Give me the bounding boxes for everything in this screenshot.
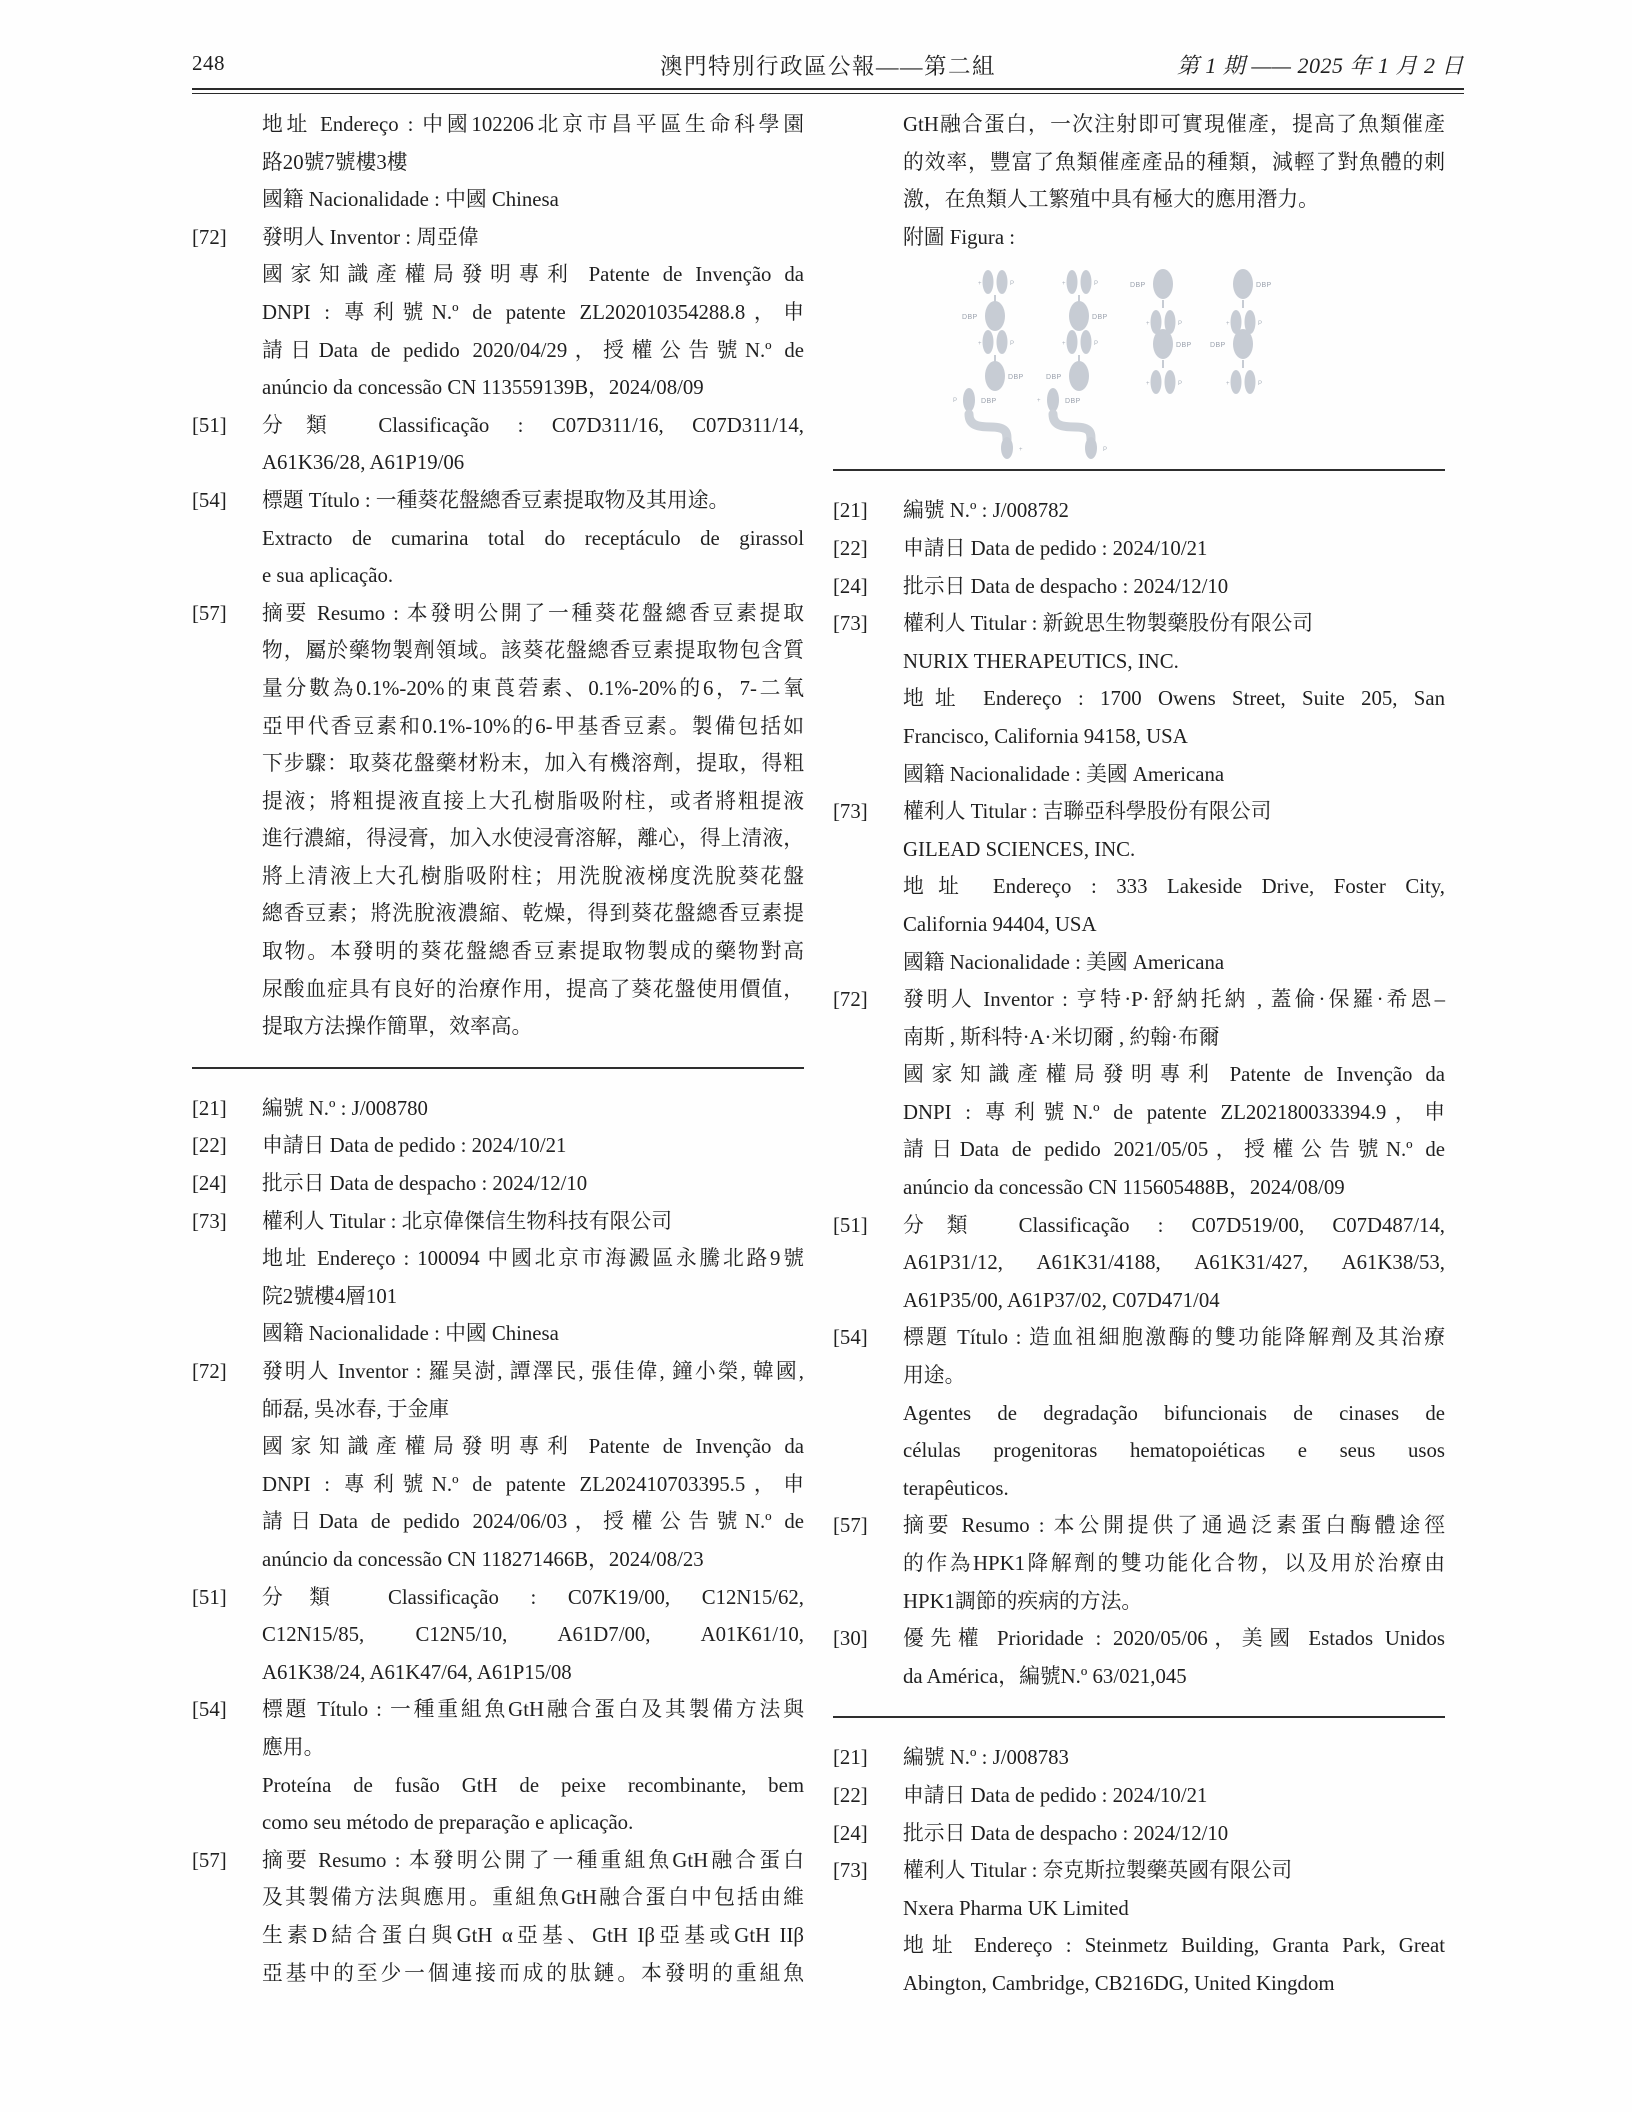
issue-date: 第 1 期 —— 2025 年 1 月 2 日 <box>1176 53 1464 78</box>
inid-code: [72] <box>192 225 227 249</box>
text-line: 國家知識產權局發明專利 Patente de Invenção da <box>262 263 804 287</box>
svg-text:+: + <box>978 341 982 348</box>
svg-text:DBP: DBP <box>1176 342 1192 350</box>
inid-code: [73] <box>833 800 868 824</box>
text-line: 申請日 Data de pedido : 2024/10/21 <box>903 1783 1208 1807</box>
text-line: A61P35/00, A61P37/02, C07D471/04 <box>903 1288 1220 1312</box>
svg-text:P: P <box>1178 321 1183 328</box>
svg-text:+: + <box>1062 341 1066 348</box>
text-line: 批示日 Data de despacho : 2024/12/10 <box>262 1172 588 1196</box>
text-line: 權利人 Titular : 奈克斯拉製藥英國有限公司 <box>903 1859 1293 1883</box>
patent-entry-block <box>192 1353 804 1579</box>
patent-entry-block <box>833 492 1445 530</box>
inid-code: [24] <box>833 574 868 598</box>
protein-diagram <box>1146 329 1192 394</box>
text-line: Agentes de degradação bifuncionais de cinases de <box>903 1401 1445 1425</box>
protein-diagram <box>1062 270 1108 331</box>
svg-text:DBP: DBP <box>1008 374 1024 382</box>
text-line: 總香豆素；將洗脫液濃縮、乾燥，得到葵花盤總香豆素提 <box>262 902 804 926</box>
text-line: Extracto de cumarina total do receptáculo de girassol <box>262 526 804 550</box>
inid-code: [24] <box>833 1821 868 1845</box>
text-line: 分類 Classificação : C07K19/00, C12N15/62, <box>262 1585 804 1609</box>
inid-code: [21] <box>192 1096 227 1120</box>
inid-code: [22] <box>833 536 868 560</box>
patent-entry-block <box>192 1127 804 1165</box>
patent-entry-block <box>192 1842 804 1992</box>
inid-code: [22] <box>833 1783 868 1807</box>
text-line: 生素D結合蛋白與GtH α亞基、GtH Iβ亞基或GtH IIβ <box>262 1923 804 1947</box>
text-line: 量分數為0.1%-20%的東莨菪素、0.1%-20%的6，7-二氧 <box>262 676 804 700</box>
text-line: 摘要 Resumo : 本發明公開了一種葵花盤總香豆素提取 <box>262 601 804 625</box>
text-line: 地址 Endereço : 333 Lakeside Drive, Foster City, <box>903 875 1445 899</box>
text-line: 權利人 Titular : 新銳思生物製藥股份有限公司 <box>903 612 1313 636</box>
svg-text:DBP: DBP <box>1210 342 1226 350</box>
text-line: 地址 Endereço : 中國102206北京市昌平區生命科學園 <box>262 113 804 136</box>
text-line: 分類 Classificação : C07D311/16, C07D311/14, <box>262 413 804 437</box>
text-line: 國籍 Nacionalidade : 美國 Americana <box>903 762 1225 786</box>
patent-entry-block <box>192 106 804 219</box>
text-line: 申請日 Data de pedido : 2024/10/21 <box>903 536 1208 560</box>
text-line: 編號 N.º : J/008782 <box>903 499 1069 523</box>
text-line: Abington, Cambridge, CB216DG, United Kingdom <box>903 1971 1335 1995</box>
svg-text:DBP: DBP <box>1046 374 1062 382</box>
text-line: GILEAD SCIENCES, INC. <box>903 837 1136 861</box>
protein-schematic-grid <box>945 262 1281 454</box>
protein-diagram <box>953 388 1023 459</box>
text-line: 南斯 , 斯科特·A·米切爾 , 約翰·布爾 <box>903 1025 1220 1049</box>
text-line: 下步驟：取葵花盤藥材粉末，加入有機溶劑，提取，得粗 <box>262 752 804 776</box>
protein-diagram <box>1226 269 1272 334</box>
text-line: Francisco, California 94158, USA <box>903 724 1188 748</box>
inid-code: [72] <box>192 1360 227 1383</box>
text-line: DNPI : 專利號N.º de patente ZL202410703395.5，申 <box>262 1472 804 1496</box>
patent-entry-block <box>833 605 1445 793</box>
text-line: California 94404, USA <box>903 912 1097 936</box>
text-line: 的效率，豐富了魚類催產產品的種類，減輕了對魚體的刺 <box>903 150 1445 174</box>
text-line: 標題 Título : 一種葵花盤總香豆素提取物及其用途。 <box>262 488 730 512</box>
text-line: A61P31/12, A61K31/4188, A61K31/427, A61K38/53, <box>903 1251 1445 1275</box>
text-line: 院2號樓4層101 <box>262 1284 398 1308</box>
text-line: DNPI : 專利號N.º de patente ZL202010354288.8，申 <box>262 300 804 324</box>
text-line: DNPI : 專利號N.º de patente ZL202180033394.9，申 <box>903 1100 1445 1124</box>
text-line: 發明人 Inventor : 周亞偉 <box>262 225 479 249</box>
text-line: 編號 N.º : J/008780 <box>262 1096 428 1120</box>
svg-text:P: P <box>1094 341 1099 348</box>
entry-divider <box>192 1067 804 1069</box>
patent-entry-block <box>192 219 804 407</box>
text-line: 權利人 Titular : 吉聯亞科學股份有限公司 <box>903 800 1272 824</box>
text-line: 國籍 Nacionalidade : 美國 Americana <box>903 950 1225 974</box>
patent-entry-block <box>192 482 804 595</box>
inid-code: [51] <box>833 1213 868 1237</box>
svg-text:+: + <box>1019 447 1023 454</box>
text-line: 地址 Endereço : 1700 Owens Street, Suite 205, San <box>903 687 1445 711</box>
text-line: terapêuticos. <box>903 1476 1009 1500</box>
text-line: Proteína de fusão GtH de peixe recombinante, bem <box>262 1773 804 1797</box>
protein-diagram <box>962 270 1014 331</box>
text-line: anúncio da concessão CN 115605488B，2024/08/09 <box>903 1176 1345 1200</box>
patent-entry-block <box>192 1090 804 1128</box>
inid-code: [57] <box>192 601 227 625</box>
svg-text:DBP: DBP <box>1130 282 1146 290</box>
svg-text:P: P <box>1178 381 1183 388</box>
text-line: 請日Data de pedido 2024/06/03，授權公告號N.º de <box>262 1510 804 1534</box>
inid-code: [57] <box>833 1514 868 1538</box>
text-line: 進行濃縮，得浸膏，加入水使浸膏溶解，離心，得上清液， <box>262 827 804 851</box>
text-line: células progenitoras hematopoiéticas e seus usos <box>903 1439 1445 1463</box>
svg-text:P: P <box>1258 321 1263 328</box>
inid-code: [72] <box>833 988 868 1012</box>
svg-text:+: + <box>978 281 982 288</box>
entry-divider <box>833 1716 1445 1718</box>
text-line: 師磊, 吳冰春, 于金庫 <box>262 1397 450 1421</box>
inid-code: [51] <box>192 413 227 437</box>
text-line: HPK1調節的疾病的方法。 <box>903 1589 1143 1613</box>
text-line: A61K36/28, A61P19/06 <box>262 451 465 475</box>
text-line: da América，編號N.º 63/021,045 <box>903 1664 1187 1688</box>
text-line: 激，在魚類人工繁殖中具有極大的應用潛力。 <box>903 188 1319 212</box>
text-line: 提取方法操作簡單，效率高。 <box>262 1015 533 1039</box>
svg-text:P: P <box>1258 381 1263 388</box>
right-column <box>833 106 1445 2003</box>
patent-entry-block <box>192 1165 804 1203</box>
patent-entry-block <box>833 1852 1445 2002</box>
inid-code: [57] <box>192 1848 227 1872</box>
page-header <box>192 44 1464 80</box>
entry-divider <box>833 469 1445 471</box>
text-line: anúncio da concessão CN 118271466B，2024/08/23 <box>262 1547 704 1571</box>
text-line: NURIX THERAPEUTICS, INC. <box>903 649 1179 673</box>
patent-entry-block <box>192 595 804 1046</box>
text-line: 地址 Endereço : Steinmetz Building, Granta Park, Great <box>903 1934 1445 1958</box>
protein-diagram <box>1210 329 1262 394</box>
text-line: 請日Data de pedido 2020/04/29，授權公告號N.º de <box>262 338 804 362</box>
text-line: 發明人 Inventor : 亨特·P·舒納托納 , 蓋倫·保羅·希恩– <box>903 988 1445 1012</box>
inid-code: [21] <box>833 1746 868 1770</box>
patent-figure <box>945 262 1281 454</box>
svg-text:+: + <box>1226 381 1230 388</box>
svg-text:+: + <box>1062 281 1066 288</box>
svg-text:DBP: DBP <box>1065 398 1081 406</box>
text-line: como seu método de preparação e aplicação. <box>262 1811 634 1835</box>
text-line: 物，屬於藥物製劑領域。該葵花盤總香豆素提取物包含質 <box>262 639 804 663</box>
svg-text:DBP: DBP <box>1256 282 1272 290</box>
svg-text:+: + <box>1226 321 1230 328</box>
text-line: 請日Data de pedido 2021/05/05，授權公告號N.º de <box>903 1138 1445 1162</box>
patent-entry-block <box>833 530 1445 568</box>
text-line: 附圖 Figura : <box>903 225 1016 249</box>
patent-entry-block <box>833 1739 1445 1777</box>
inid-code: [54] <box>192 488 227 512</box>
text-line: 亞基中的至少一個連接而成的肽鏈。本發明的重組魚 <box>262 1961 804 1985</box>
patent-entry-block <box>833 1620 1445 1695</box>
text-line: 標題 Título : 造血祖細胞激酶的雙功能降解劑及其治療 <box>903 1326 1445 1350</box>
patent-entry-block <box>192 407 804 482</box>
text-line: 用途。 <box>903 1364 966 1388</box>
protein-diagram <box>1046 330 1098 391</box>
patent-entry-block <box>833 1507 1445 1620</box>
patent-entry-block <box>833 1207 1445 1320</box>
text-line: 地址 Endereço : 100094 中國北京市海澱區永騰北路9號 <box>262 1247 804 1271</box>
page-number: 248 <box>192 51 225 75</box>
svg-text:+: + <box>1037 398 1041 405</box>
text-line: 批示日 Data de despacho : 2024/12/10 <box>903 1821 1229 1845</box>
text-line: 亞甲代香豆素和0.1%-10%的6-甲基香豆素。製備包括如 <box>262 714 804 738</box>
text-line: 權利人 Titular : 北京偉傑信生物科技有限公司 <box>262 1209 672 1233</box>
patent-entry-block <box>833 793 1445 981</box>
inid-code: [73] <box>833 612 868 636</box>
patent-entry-block <box>192 1691 804 1841</box>
text-line: 路20號7號樓3樓 <box>262 150 408 174</box>
text-line: GtH融合蛋白，一次注射即可實現催產，提高了魚類催產 <box>903 113 1445 136</box>
text-line: 國家知識產權局發明專利 Patente de Invenção da <box>903 1063 1445 1087</box>
patent-entry-block <box>833 1815 1445 1853</box>
svg-text:P: P <box>1010 281 1015 288</box>
text-line: 提液；將粗提液直接上大孔樹脂吸附柱，或者將粗提液 <box>262 789 804 813</box>
text-line: C12N15/85, C12N5/10, A61D7/00, A01K61/10, <box>262 1623 804 1647</box>
patent-entry-block <box>833 1319 1445 1507</box>
text-line: 申請日 Data de pedido : 2024/10/21 <box>262 1134 567 1158</box>
header-double-rule <box>192 88 1464 94</box>
inid-code: [22] <box>192 1134 227 1158</box>
text-line: A61K38/24, A61K47/64, A61P15/08 <box>262 1660 572 1684</box>
text-line: e sua aplicação. <box>262 564 394 588</box>
inid-code: [51] <box>192 1585 227 1609</box>
svg-text:P: P <box>1103 447 1108 454</box>
protein-diagram <box>978 330 1024 391</box>
text-line: 及其製備方法與應用。重組魚GtH融合蛋白中包括由維 <box>262 1886 804 1910</box>
svg-text:DBP: DBP <box>981 398 997 406</box>
text-line: 取物。本發明的葵花盤總香豆素提取物製成的藥物對高 <box>262 940 804 964</box>
text-line: 國籍 Nacionalidade : 中國 Chinesa <box>262 1322 559 1346</box>
text-line: 尿酸血症具有良好的治療作用，提高了葵花盤使用價值， <box>262 977 804 1001</box>
text-line: 發明人 Inventor : 羅昊澍, 譚澤民, 張佳偉, 鐘小榮, 韓國, <box>262 1360 804 1383</box>
patent-entry-block <box>833 1777 1445 1815</box>
inid-code: [54] <box>833 1326 868 1350</box>
text-line: 標題 Título : 一種重組魚GtH融合蛋白及其製備方法與 <box>262 1698 804 1722</box>
svg-text:DBP: DBP <box>1092 314 1108 322</box>
text-line: 應用。 <box>262 1735 325 1759</box>
inid-code: [30] <box>833 1627 868 1651</box>
text-line: Nxera Pharma UK Limited <box>903 1896 1129 1920</box>
svg-text:+: + <box>1146 321 1150 328</box>
svg-text:DBP: DBP <box>962 314 978 322</box>
svg-text:P: P <box>1010 341 1015 348</box>
text-line: 的作為HPK1降解劑的雙功能化合物，以及用於治療由 <box>903 1552 1445 1575</box>
inid-code: [21] <box>833 499 868 523</box>
text-line: 國家知識產權局發明專利 Patente de Invenção da <box>262 1435 804 1459</box>
text-line: 優先權 Prioridade : 2020/05/06，美國 Estados Unidos <box>903 1627 1445 1651</box>
text-line: 批示日 Data de despacho : 2024/12/10 <box>903 574 1229 598</box>
text-line: 分類 Classificação : C07D519/00, C07D487/14, <box>903 1213 1445 1237</box>
protein-diagram <box>1130 269 1182 334</box>
svg-text:P: P <box>1094 281 1099 288</box>
text-line: 將上清液上大孔樹脂吸附柱；用洗脫液梯度洗脫葵花盤 <box>262 864 804 888</box>
patent-entry-block <box>833 568 1445 606</box>
text-line: 編號 N.º : J/008783 <box>903 1746 1069 1770</box>
text-line: 摘要 Resumo : 本公開提供了通過泛素蛋白酶體途徑 <box>903 1514 1445 1538</box>
inid-code: [54] <box>192 1698 227 1722</box>
inid-code: [24] <box>192 1172 227 1196</box>
text-line: 國籍 Nacionalidade : 中國 Chinesa <box>262 188 559 212</box>
patent-entry-block <box>833 981 1445 1207</box>
patent-entry-block <box>192 1579 804 1692</box>
svg-text:+: + <box>1146 381 1150 388</box>
inid-code: [73] <box>833 1859 868 1883</box>
svg-text:P: P <box>953 398 958 405</box>
patent-entry-block <box>192 1203 804 1353</box>
text-line: anúncio da concessão CN 113559139B，2024/08/09 <box>262 376 704 400</box>
text-line: 摘要 Resumo : 本發明公開了一種重組魚GtH融合蛋白 <box>262 1848 804 1872</box>
gazette-title: 澳門特別行政區公報——第二組 <box>659 54 996 79</box>
protein-diagram <box>1037 388 1107 459</box>
inid-code: [73] <box>192 1209 227 1233</box>
patent-entry-block <box>833 106 1445 256</box>
left-column <box>192 106 804 1992</box>
